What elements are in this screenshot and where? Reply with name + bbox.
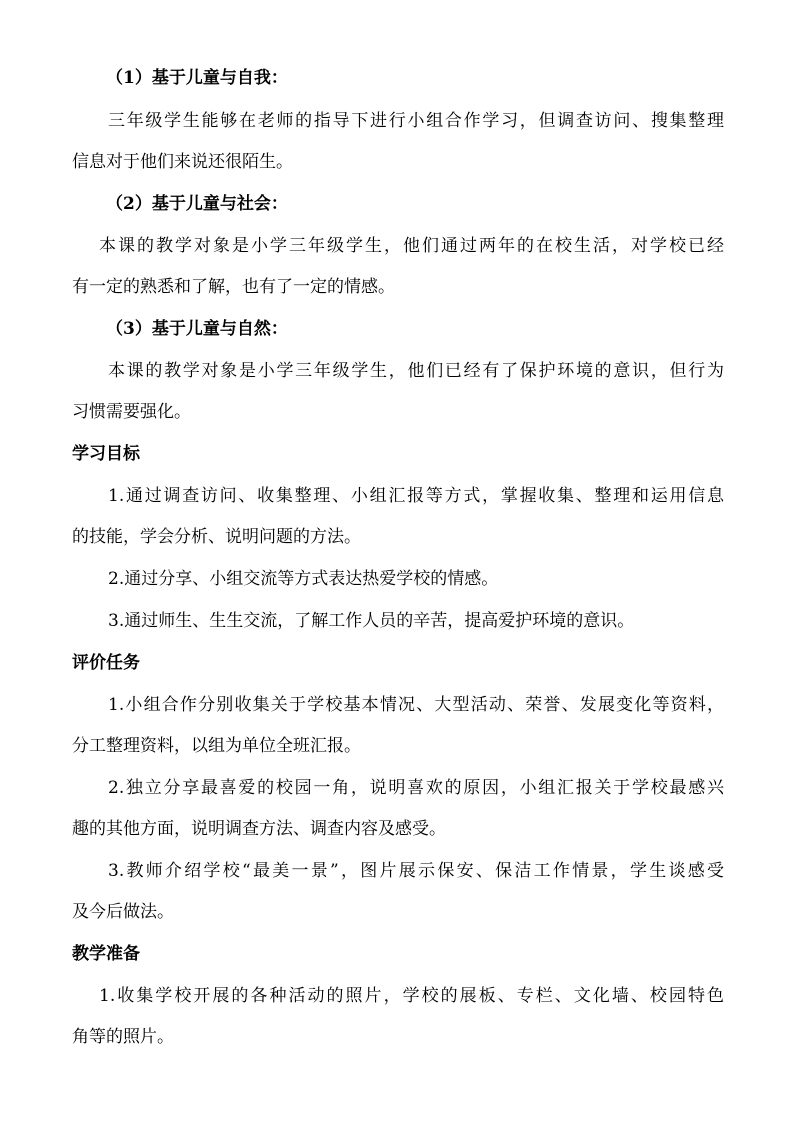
- child-self-line-2: 信息对于他们来说还很陌生。: [72, 152, 293, 172]
- tasks-line-4: 趣的其他方面，说明调查方法、调查内容及感受。: [72, 819, 446, 839]
- child-nature-line-1: 本课的教学对象是小学三年级学生，他们已经有了保护环境的意识，但行为: [108, 361, 724, 381]
- tasks-line-5: 3.教师介绍学校“最美一景”，图片展示保安、保洁工作情景，学生谈感受: [108, 861, 724, 881]
- objectives-line-4: 3.通过师生、生生交流，了解工作人员的辛苦，提高爱护环境的意识。: [108, 611, 635, 631]
- preparation-heading: 教学准备: [72, 944, 140, 964]
- tasks-heading: 评价任务: [72, 653, 140, 673]
- objectives-line-1: 1.通过调查访问、收集整理、小组汇报等方式，掌握收集、整理和运用信息: [108, 486, 724, 506]
- objectives-line-2: 的技能，学会分析、说明问题的方法。: [72, 527, 361, 547]
- tasks-line-1: 1.小组合作分别收集关于学校基本情况、大型活动、荣誉、发展变化等资料，: [108, 695, 724, 715]
- child-society-line-2: 有一定的熟悉和了解，也有了一定的情感。: [72, 277, 395, 297]
- preparation-line-1: 1.收集学校开展的各种活动的照片，学校的展板、专栏、文化墙、校园特色: [99, 986, 724, 1006]
- tasks-line-6: 及今后做法。: [72, 902, 174, 922]
- tasks-line-3: 2.独立分享最喜爱的校园一角，说明喜欢的原因，小组汇报关于学校最感兴: [108, 778, 724, 798]
- child-nature-line-2: 习惯需要强化。: [72, 402, 191, 422]
- tasks-line-2: 分工整理资料，以组为单位全班汇报。: [72, 736, 361, 756]
- child-nature-heading: （3）基于儿童与自然：: [106, 319, 288, 339]
- child-society-heading: （2）基于儿童与社会：: [106, 194, 288, 214]
- child-self-line-1: 三年级学生能够在老师的指导下进行小组合作学习，但调查访问、搜集整理: [108, 111, 724, 131]
- preparation-line-2: 角等的照片。: [72, 1027, 174, 1047]
- objectives-heading: 学习目标: [72, 444, 140, 464]
- child-self-heading: （1）基于儿童与自我：: [106, 68, 288, 88]
- objectives-line-3: 2.通过分享、小组交流等方式表达热爱学校的情感。: [108, 569, 499, 589]
- child-society-line-1: 本课的教学对象是小学三年级学生，他们通过两年的在校生活，对学校已经: [99, 236, 724, 256]
